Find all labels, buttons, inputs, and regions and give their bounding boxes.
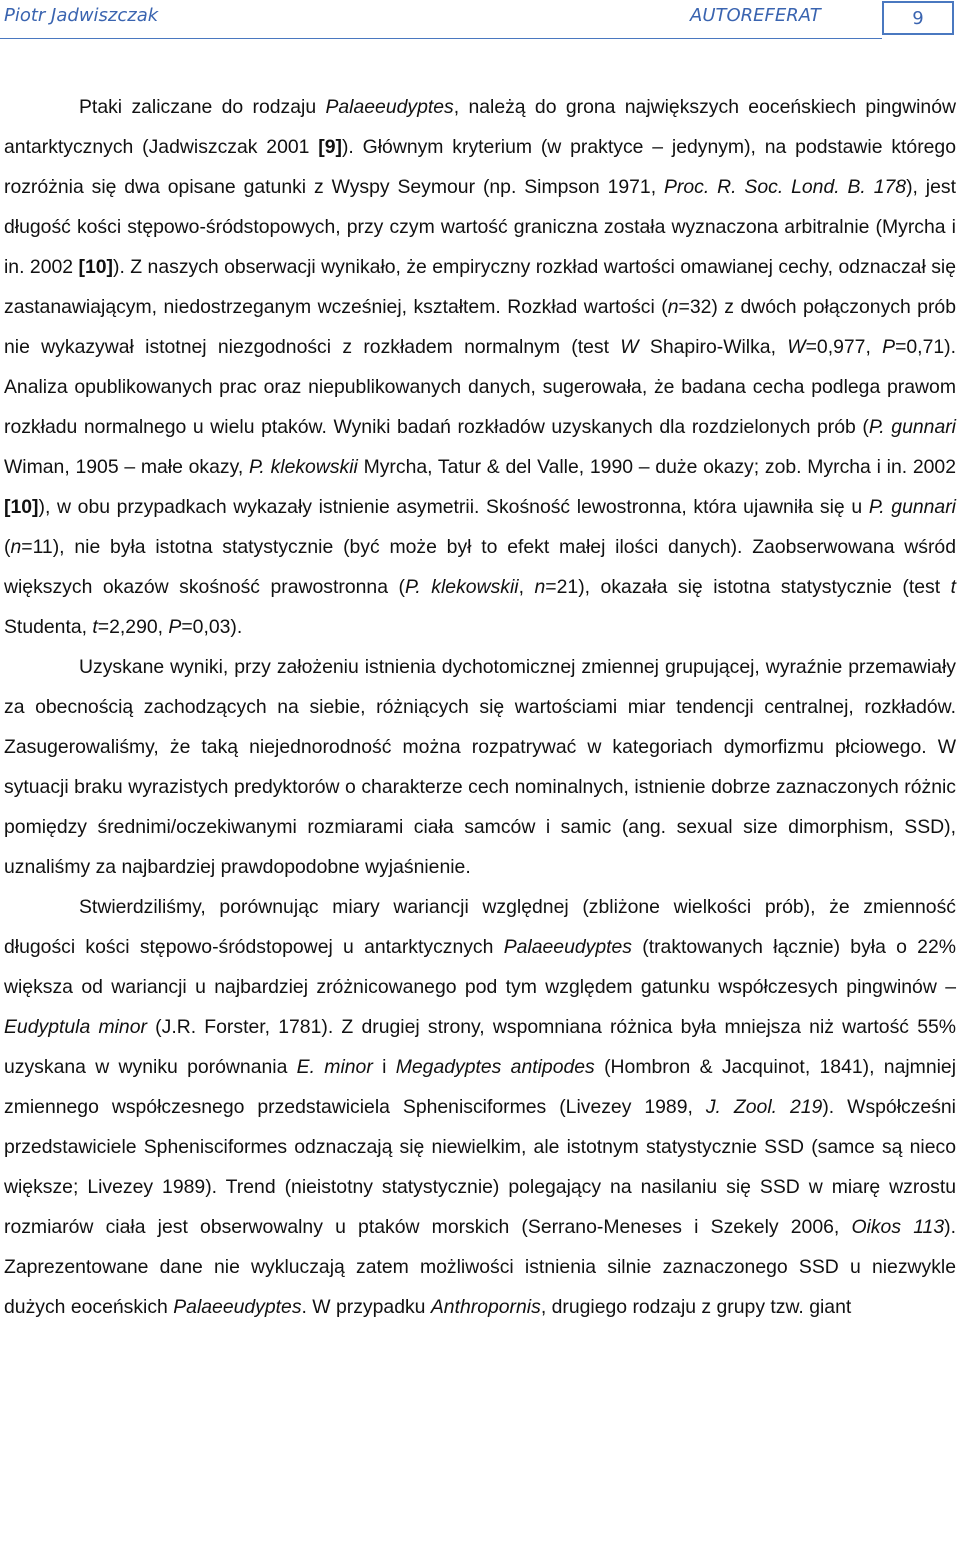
- text-run: ), w obu przypadkach wykazały istnienie asymetrii. Skośność lewostronna, która ujawniła się u: [38, 496, 869, 518]
- italic-text: Palaeeudyptes: [173, 1296, 302, 1318]
- text-run: Shapiro-Wilka,: [638, 336, 788, 358]
- text-run: =32) z dwóch połączonych prób nie wykazywał istotnej niezgodności z rozkładem normalnym (test: [4, 296, 956, 358]
- text-run: =0,03).: [181, 616, 243, 638]
- italic-text: W: [787, 336, 806, 358]
- italic-text: P. klekowskii: [404, 576, 519, 598]
- italic-text: E. minor: [296, 1056, 373, 1078]
- italic-text: t: [92, 616, 98, 638]
- text-run: Uzyskane wyniki, przy założeniu istnienia dychotomicznej zmiennej grupującej, wyraźnie przemawiały za obecnością zachodzących na siebie, różniących się wartościami miar tendencji centralnej, rozkładów. Zasugerowaliśmy, że taką niejednorodność można rozpatrywać w kategoriach dymorfizmu płciowego. W sytuacji braku wyrazistych predyktorów o charakterze cech nominalnych, istnienie dobrze zaznaczonych różnic pomiędzy średnimi/oczekiwanymi rozmiarami ciała samców i samic (ang. sexual size dimorphism, SSD), uznaliśmy za najbardziej prawdopodobne wyjaśnienie.: [4, 656, 956, 878]
- italic-text: Proc. R. Soc. Lond. B. 178: [663, 176, 907, 198]
- text-run: (J.R. Forster, 1781). Z drugiej strony, wspomniana różnica była mniejsza niż wartość 55% uzyskana w wyniku porównania: [4, 1016, 956, 1078]
- header-author: Piotr Jadwiszczak: [4, 5, 159, 26]
- italic-text: Anthropornis: [430, 1296, 541, 1318]
- text-run: (: [4, 536, 11, 558]
- paragraph-2: [4, 647, 956, 887]
- italic-text: P. gunnari: [868, 416, 956, 438]
- text-run: =2,290,: [97, 616, 169, 638]
- italic-text: W: [620, 336, 639, 358]
- italic-text: P: [882, 336, 896, 358]
- page-number-box: [882, 1, 954, 35]
- text-run: ). Współcześni przedstawiciele Sphenisciformes odznaczają się niewielkim, ale istotnym statystycznie SSD (samce są nieco większe; Livezey 1989). Trend (nieistotny statystycznie) polegający na nasilaniu się SSD w miarę wzrostu rozmiarów ciała jest obserwowalny u ptaków morskich (Serrano-Meneses i Szekely 2006,: [4, 1096, 956, 1238]
- italic-text: n: [534, 576, 546, 598]
- paragraph-1: [4, 87, 956, 647]
- italic-text: n: [10, 536, 22, 558]
- text-run: =21), okazała się istotna statystycznie (test: [545, 576, 951, 598]
- document-body: [4, 87, 956, 1327]
- page-header: [0, 0, 960, 42]
- text-run: (Hombron & Jacquinot, 1841), najmniej zmiennego współczesnego przedstawiciela Sphenisciformes (Livezey 1989,: [4, 1056, 957, 1118]
- italic-text: P. klekowskii: [249, 456, 358, 478]
- header-divider: [0, 38, 882, 39]
- citation-ref: [10]: [78, 256, 113, 278]
- text-run: Stwierdziliśmy, porównując miary wariancji względnej (zbliżone wielkości prób), że zmienność długości kości stępowo-śródstopowej u antarktycznych: [4, 896, 956, 958]
- text-run: =0,71). Analiza opublikowanych prac oraz niepublikowanych danych, sugerowała, że badana cecha podlega prawom rozkładu normalnego u wielu ptaków. Wyniki badań rozkładów uzyskanych dla rozdzielonych prób (: [4, 336, 956, 438]
- italic-text: P. gunnari: [868, 496, 956, 518]
- text-run: ). Głównym kryterium (w praktyce – jedynym), na podstawie którego rozróżnia się dwa opisane gatunki z Wyspy Seymour (np. Simpson 1971,: [4, 136, 956, 198]
- citation-ref: [9]: [318, 136, 342, 158]
- text-run: Wiman, 1905 – małe okazy,: [4, 456, 249, 478]
- paragraph-3: [4, 887, 956, 1327]
- text-run: ), jest długość kości stępowo-śródstopowych, przy czym wartość graniczna została wyznaczona arbitralnie (Myrcha i in. 2002: [4, 176, 956, 278]
- text-run: Myrcha, Tatur & del Valle, 1990 – duże okazy; zob. Myrcha i in. 2002: [357, 456, 956, 478]
- italic-text: Palaeeudyptes: [503, 936, 632, 958]
- text-run: , drugiego rodzaju z grupy tzw. giant: [540, 1296, 852, 1318]
- text-run: ). Zaprezentowane dane nie wykluczają zatem możliwości istnienia silnie zaznaczonego SSD u niezwykle dużych eoceńskich: [4, 1216, 956, 1318]
- header-title: AUTOREFERAT: [690, 5, 821, 26]
- text-run: =11), nie była istotna statystycznie (być może był to efekt małej ilości danych). Zaobserwowana wśród większych okazów skośność prawostronna (: [4, 536, 956, 598]
- italic-text: Palaeeudyptes: [325, 96, 454, 118]
- italic-text: Oikos 113: [851, 1216, 945, 1238]
- italic-text: P: [168, 616, 182, 638]
- italic-text: Eudyptula minor: [4, 1016, 147, 1038]
- text-run: =0,977,: [805, 336, 883, 358]
- page-number: 9: [912, 8, 924, 29]
- text-run: Studenta,: [4, 616, 93, 638]
- text-run: i: [372, 1056, 396, 1078]
- text-run: , należą do grona największych eoceńskiech pingwinów antarktycznych (Jadwiszczak 2001: [4, 96, 956, 158]
- text-run: . W przypadku: [301, 1296, 431, 1318]
- text-run: ). Z naszych obserwacji wynikało, że empiryczny rozkład wartości omawianej cechy, odznaczał się zastanawiającym, niedostrzeganym wcześniej, kształtem. Rozkład wartości (: [4, 256, 956, 318]
- italic-text: J. Zool. 219: [705, 1096, 823, 1118]
- italic-text: Megadyptes antipodes: [395, 1056, 595, 1078]
- italic-text: t: [950, 576, 956, 598]
- text-run: Ptaki zaliczane do rodzaju: [79, 96, 326, 118]
- citation-ref: [10]: [4, 496, 39, 518]
- italic-text: n: [667, 296, 679, 318]
- text-run: ,: [518, 576, 535, 598]
- text-run: (traktowanych łącznie) była o 22% większa od wariancji u najbardziej zróżnicowanego pod tym względem gatunku współczesych pingwinów –: [4, 936, 956, 998]
